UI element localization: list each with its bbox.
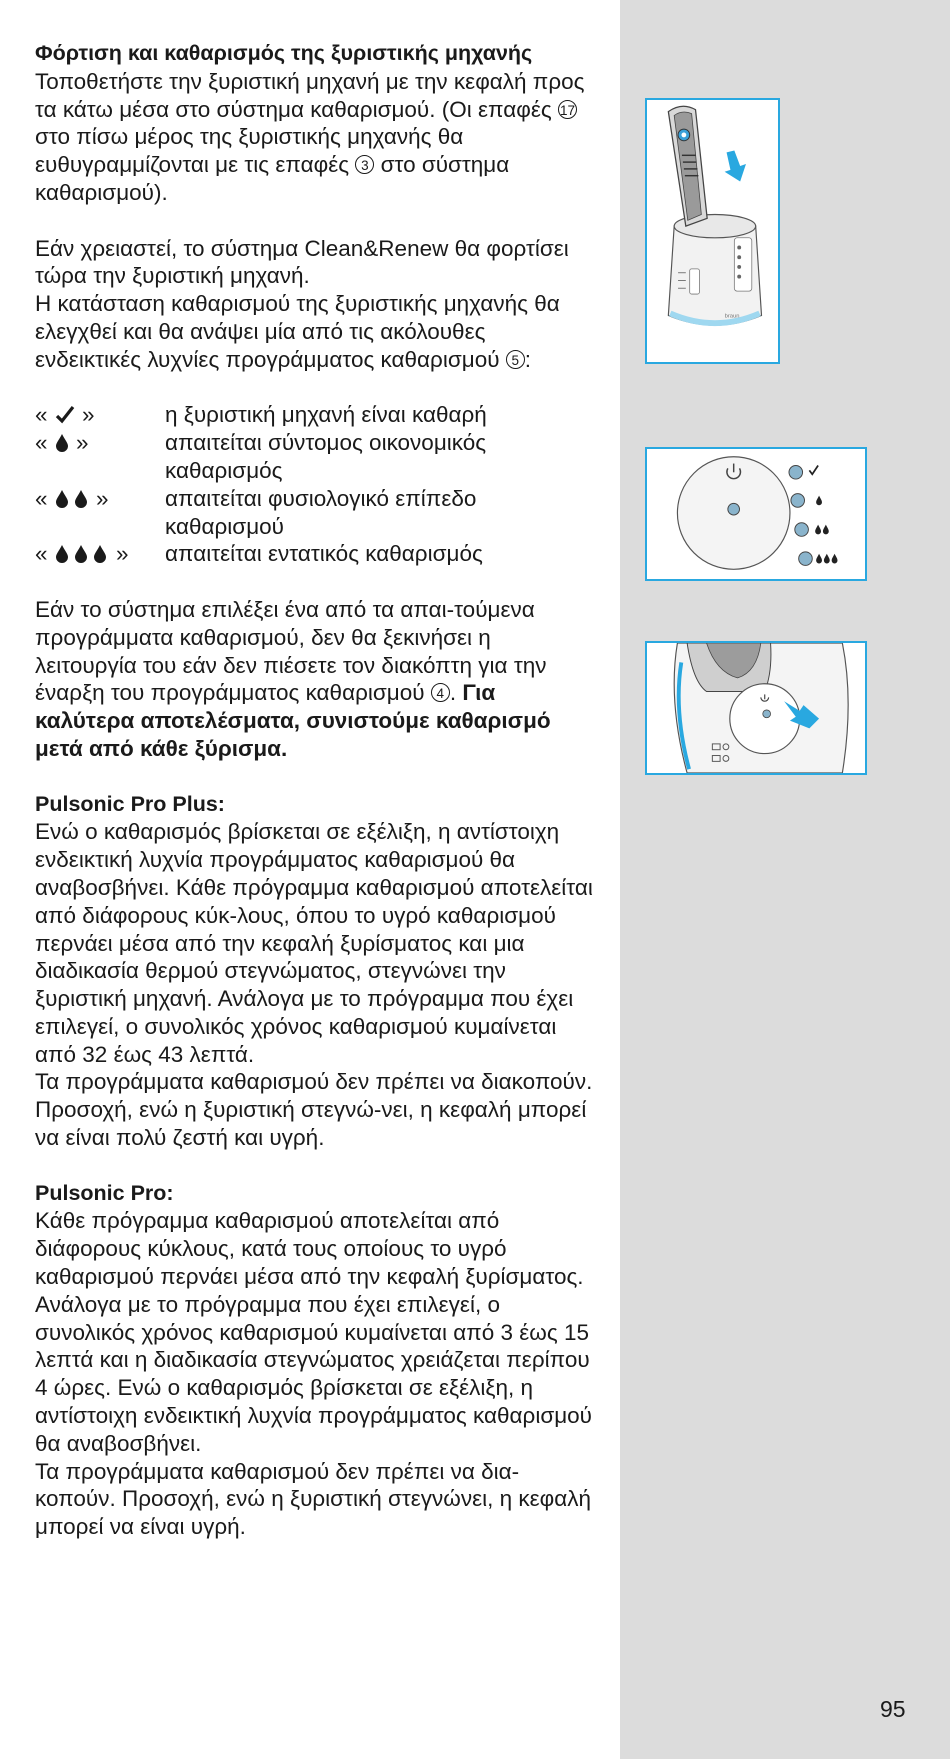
three-drops-icon: « » [35, 541, 129, 567]
paragraph-pro-warning: Τα προγράμματα καθαρισμού δεν πρέπει να δια-κοπούν. Προσοχή, ενώ η ξυριστική στεγνώνει, η κεφαλή μπορεί να είναι υγρή. [35, 1458, 592, 1540]
indicator-row: « » η ξυριστική μηχανή είναι καθαρή [35, 402, 487, 428]
check-icon: « » [35, 402, 95, 428]
figure-shaver-insert [645, 98, 780, 364]
indicator-row: « » απαιτείται εντατικός καθαρισμός [35, 541, 483, 567]
ref-number: 5 [506, 350, 525, 369]
shaver-illustration [647, 100, 778, 362]
paragraph-program-start: Εάν το σύστημα επιλέξει ένα από τα απαι-τούμενα προγράμματα καθαρισμού, δεν θα ξεκινήσει η λειτουργία του εάν δεν πιέσετε τον διακόπτη για την έναρξη του προγράμματος καθαρισμού 4 . Για καλύτερα αποτελέσματα, συνιστούμε καθαρισμό μετά από κάθε ξύρισμα. [35, 596, 551, 761]
section-title-pro-plus: Pulsonic Pro Plus: [35, 791, 225, 816]
indicator-panel-illustration [647, 449, 865, 579]
indicator-row: « » απαιτείται σύντομος οικονομικός καθαρισμός [35, 430, 487, 483]
figure-start-button [645, 641, 867, 775]
indicator-list [35, 401, 595, 568]
paragraph-placement: Τοποθετήστε την ξυριστική μηχανή με την κεφαλή προς τα κάτω μέσα στο σύστημα καθαρισμού. (Οι επαφές 17 στο πίσω μέρος της ξυριστικής μηχανής θα ευθυγραμμίζονται με τις επαφές 3 στο σύστημα καθαρισμού). [35, 68, 585, 205]
page-number: 95 [880, 1696, 906, 1722]
indicator-row: « » απαιτείται φυσιολογικό επίπεδο καθαρισμού [35, 485, 477, 539]
brand-mark: braun [724, 313, 740, 320]
ref-number: 17 [558, 100, 577, 119]
paragraph-pro-plus-cycle: Ενώ ο καθαρισμός βρίσκεται σε εξέλιξη, η αντίστοιχη ενδεικτική λυχνία προγράμματος καθαρισμού θα αναβοσβήνει. Κάθε πρόγραμμα καθαρισμού αποτελείται από διάφορους κύκ-λους, όπου το υγρό καθαρισμού περνάει μέσα από την κεφαλή ξυρίσματος και μια διαδικασία θερμού στεγνώματος, στεγνώνει την ξυριστική μηχανή. Ανάλογα με το πρόγραμμα που έχει επιλεγεί, ο συνολικός χρόνος καθαρισμού κυμαίνεται από 32 έως 43 λεπτά. [35, 819, 593, 1067]
section-title-charging: Φόρτιση και καθαρισμός της ξυριστικής μηχανής [35, 41, 533, 65]
paragraph-pro-cycle: Κάθε πρόγραμμα καθαρισμού αποτελείται από διάφορους κύκλους, κατά τους οποίους το υγρό καθαρισμού περνάει μέσα από την κεφαλή ξυρίσματος. Ανάλογα με το πρόγραμμα που έχει επιλεγεί, ο συνολικός χρόνος καθαρισμού κυμαίνεται από 3 έως 15 λεπτά και η διαδικασία στεγνώματος χρειάζεται περίπου 4 ώρες. Ενώ ο καθαρισμός βρίσκεται σε εξέλιξη, η αντίστοιχη ενδεικτική λυχνία προγράμματος καθαρισμού θα αναβοσβήνει. [35, 1208, 592, 1456]
paragraph-pro-plus-warning: Τα προγράμματα καθαρισμού δεν πρέπει να διακοπούν. Προσοχή, ενώ η ξυριστική στεγνώ-νει, η κεφαλή μπορεί να είναι πολύ ζεστή και υγρή. [35, 1069, 593, 1151]
section-title-pro: Pulsonic Pro: [35, 1180, 174, 1205]
figure-indicator-panel [645, 447, 867, 581]
ref-number: 3 [355, 155, 374, 174]
ref-number: 4 [431, 683, 450, 702]
paragraph-status-check: Η κατάσταση καθαρισμού της ξυριστικής μηχανής θα ελεγχθεί και θα ανάψει μία από τις ακόλουθες ενδεικτικές λυχνίες προγράμματος καθαρισμού 5 : [35, 291, 560, 372]
two-drops-icon: « » [35, 485, 109, 511]
manual-text [35, 40, 595, 1541]
paragraph-charging: Εάν χρειαστεί, το σύστημα Clean&Renew θα φορτίσει τώρα την ξυριστική μηχανή. [35, 235, 569, 289]
one-drop-icon: « » [35, 430, 89, 456]
start-button-illustration [647, 643, 865, 773]
